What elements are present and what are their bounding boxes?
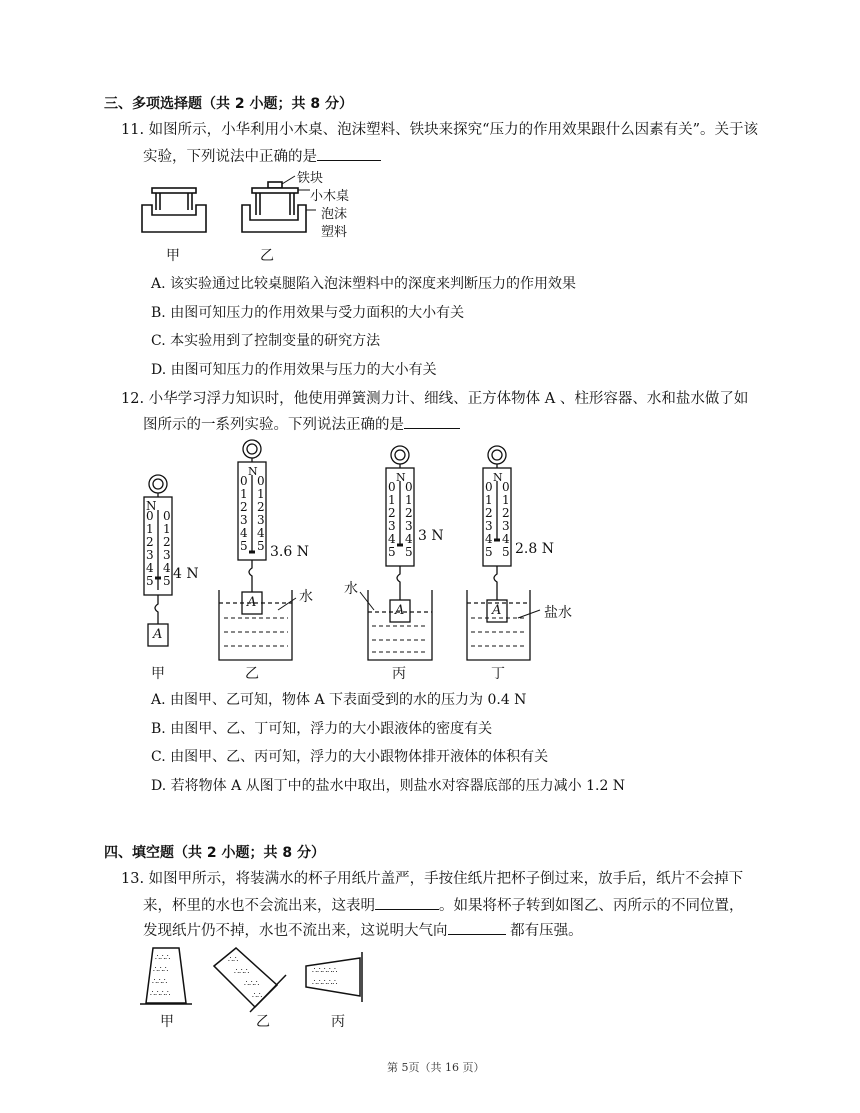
scale-c-tick-l: 4 <box>388 532 396 546</box>
svg-text:∴∴∴∴∴: ∴∴∴∴∴ <box>312 966 338 975</box>
scale-a-tick-l: 2 <box>146 535 154 549</box>
scale-d-tick-r: 1 <box>502 493 510 507</box>
page-footer: 第 5页（共 16 页） <box>387 1061 485 1074</box>
q12-option-c[interactable]: C. 由图甲、乙、丙可知，浮力的大小跟物体排开液体的体积有关 <box>151 749 549 765</box>
q11-stem-line1: 11. 如图所示，小华利用小木桌、泡沫塑料、铁块来探究“压力的作用效果跟什么因素有关”。关于该 <box>121 122 758 138</box>
q11-label-iron: 铁块 <box>297 171 324 186</box>
reading-a: 4 N <box>173 566 199 582</box>
svg-text:∴∴∴∴∴: ∴∴∴∴∴ <box>312 978 338 987</box>
q12-option-d[interactable]: D. 若将物体 A 从图丁中的盐水中取出，则盐水对容器底部的压力减小 1.2 N <box>151 778 626 794</box>
q11-fig-label-a: 甲 <box>166 248 180 264</box>
svg-text:∴∴∴: ∴∴∴ <box>153 965 169 974</box>
scale-a-tick-r: 3 <box>163 548 171 562</box>
scale-a-tick-r: 1 <box>163 522 171 536</box>
scale-a-tick-l: 5 <box>146 574 154 588</box>
reading-b: 3.6 N <box>270 544 309 560</box>
scale-b-tick-r: 4 <box>257 526 265 540</box>
scale-b-unit: N <box>248 465 258 478</box>
scale-d-tick-l: 1 <box>485 493 493 507</box>
scale-d-tick-l: 4 <box>485 532 493 546</box>
q13-fig-label-b: 乙 <box>256 1014 270 1030</box>
q12-stem-line2: 图所示的一系列实验。下列说法正确的是 <box>143 414 460 435</box>
q11-option-c[interactable]: C. 本实验用到了控制变量的研究方法 <box>151 333 381 349</box>
svg-text:∴∴∴: ∴∴∴ <box>244 979 260 988</box>
scale-b-tick-l: 2 <box>240 500 248 514</box>
q11-label-foam2: 塑料 <box>321 225 348 240</box>
scale-c-unit: N <box>396 471 406 484</box>
q11-fig-label-b: 乙 <box>260 248 274 264</box>
scale-b-tick-l: 5 <box>240 539 248 553</box>
scale-c-tick-r: 0 <box>405 480 413 494</box>
scale-b-tick-r: 5 <box>257 539 265 553</box>
q11-label-table: 小木桌 <box>310 189 350 204</box>
q11-stem-line2: 实验，下列说法中正确的是 <box>143 146 381 167</box>
scale-d-unit: N <box>493 471 503 484</box>
q13-fig-label-a: 甲 <box>160 1014 174 1030</box>
q12-fig-label-c: 丙 <box>392 666 406 682</box>
scale-c-tick-l: 3 <box>388 519 396 533</box>
scale-b-tick-r: 3 <box>257 513 265 527</box>
q13-stem-line1: 13. 如图甲所示，将装满水的杯子用纸片盖严，手按住纸片把杯子倒过来，放手后，纸片不会掉下 <box>121 871 744 887</box>
q13-stem-line2: 来，杯里的水也不会流出来，这表明 。如果将杯子转到如图乙、丙所示的不同位置， <box>143 895 744 916</box>
q12-stem-line1: 12. 小华学习浮力知识时，他使用弹簧测力计、细线、正方体物体 A 、柱形容器、水和盐水做了如 <box>121 391 749 407</box>
scale-c-tick-r: 1 <box>405 493 413 507</box>
q12-fig-label-d: 丁 <box>491 666 505 682</box>
scale-d-tick-r: 3 <box>502 519 510 533</box>
scale-d-tick-l: 2 <box>485 506 493 520</box>
svg-text:∴∴: ∴∴ <box>252 991 263 1000</box>
q13-fig-label-c: 丙 <box>331 1014 345 1030</box>
scale-d-tick-r: 2 <box>502 506 510 520</box>
scale-d-tick-r: 0 <box>502 480 510 494</box>
scale-c-tick-r: 4 <box>405 532 413 546</box>
svg-text:∴∴∴: ∴∴∴ <box>234 967 250 976</box>
scale-c-tick-l: 2 <box>388 506 396 520</box>
q12-fig-label-b: 乙 <box>245 666 259 682</box>
scale-a-tick-r: 2 <box>163 535 171 549</box>
scale-a-tick-l: 0 <box>146 509 154 523</box>
q11-option-d[interactable]: D. 由图可知压力的作用效果与压力的大小有关 <box>151 362 437 378</box>
scale-a-tick-r: 5 <box>163 574 171 588</box>
q11-option-b[interactable]: B. 由图可知压力的作用效果与受力面积的大小有关 <box>151 305 465 321</box>
scale-b-tick-l: 0 <box>240 474 248 488</box>
q11-label-foam1: 泡沫 <box>321 207 348 222</box>
scale-a-tick-r: 0 <box>163 509 171 523</box>
label-brine: 盐水 <box>544 605 572 621</box>
scale-b-tick-r: 2 <box>257 500 265 514</box>
scale-a-tick-l: 4 <box>146 561 154 575</box>
scale-c-tick-l: 5 <box>388 545 396 559</box>
scale-d-tick-r: 4 <box>502 532 510 546</box>
scale-b-tick-l: 3 <box>240 513 248 527</box>
q12-option-b[interactable]: B. 由图甲、乙、丁可知，浮力的大小跟液体的密度有关 <box>151 721 493 737</box>
object-a-1: A <box>153 627 163 642</box>
svg-text:∴∴∴∴: ∴∴∴∴ <box>150 989 171 998</box>
reading-d: 2.8 N <box>515 541 554 557</box>
scale-c-tick-r: 2 <box>405 506 413 520</box>
scale-b-tick-l: 4 <box>240 526 248 540</box>
object-a-2: A <box>247 595 257 610</box>
q11-option-a[interactable]: A. 该实验通过比较桌腿陷入泡沫塑料中的深度来判断压力的作用效果 <box>151 276 577 292</box>
object-a-3: A <box>395 603 405 618</box>
section-title-4: 四、填空题（共 2 小题；共 8 分） <box>104 845 325 861</box>
scale-b-tick-l: 1 <box>240 487 248 501</box>
scale-d-tick-l: 0 <box>485 480 493 494</box>
scale-d-tick-r: 5 <box>502 545 510 559</box>
q13-stem-line3: 发现纸片仍不掉，水也不流出来，这说明大气向 都有压强。 <box>143 920 583 941</box>
scale-a-tick-l: 1 <box>146 522 154 536</box>
scale-a-unit: N <box>146 499 157 513</box>
svg-text:∴∴: ∴∴ <box>228 955 239 964</box>
scale-b-tick-r: 1 <box>257 487 265 501</box>
label-water-2: 水 <box>344 581 358 597</box>
scale-c-tick-l: 0 <box>388 480 396 494</box>
section-title-3: 三、多项选择题（共 2 小题；共 8 分） <box>104 96 353 112</box>
scale-d-tick-l: 3 <box>485 519 493 533</box>
scale-c-tick-r: 3 <box>405 519 413 533</box>
reading-c: 3 N <box>418 528 444 544</box>
q12-option-a[interactable]: A. 由图甲、乙可知，物体 A 下表面受到的水的压力为 0.4 N <box>151 692 527 708</box>
object-a-4: A <box>492 603 502 618</box>
label-water-1: 水 <box>299 589 313 605</box>
scale-d-tick-l: 5 <box>485 545 493 559</box>
svg-text:∴∴∴: ∴∴∴ <box>152 977 168 986</box>
scale-c-tick-r: 5 <box>405 545 413 559</box>
scale-b-tick-r: 0 <box>257 474 265 488</box>
scale-a-tick-r: 4 <box>163 561 171 575</box>
q13-water-a: ∴∴∴ <box>155 953 171 962</box>
scale-a-tick-l: 3 <box>146 548 154 562</box>
scale-c-tick-l: 1 <box>388 493 396 507</box>
q12-fig-label-a: 甲 <box>151 666 165 682</box>
